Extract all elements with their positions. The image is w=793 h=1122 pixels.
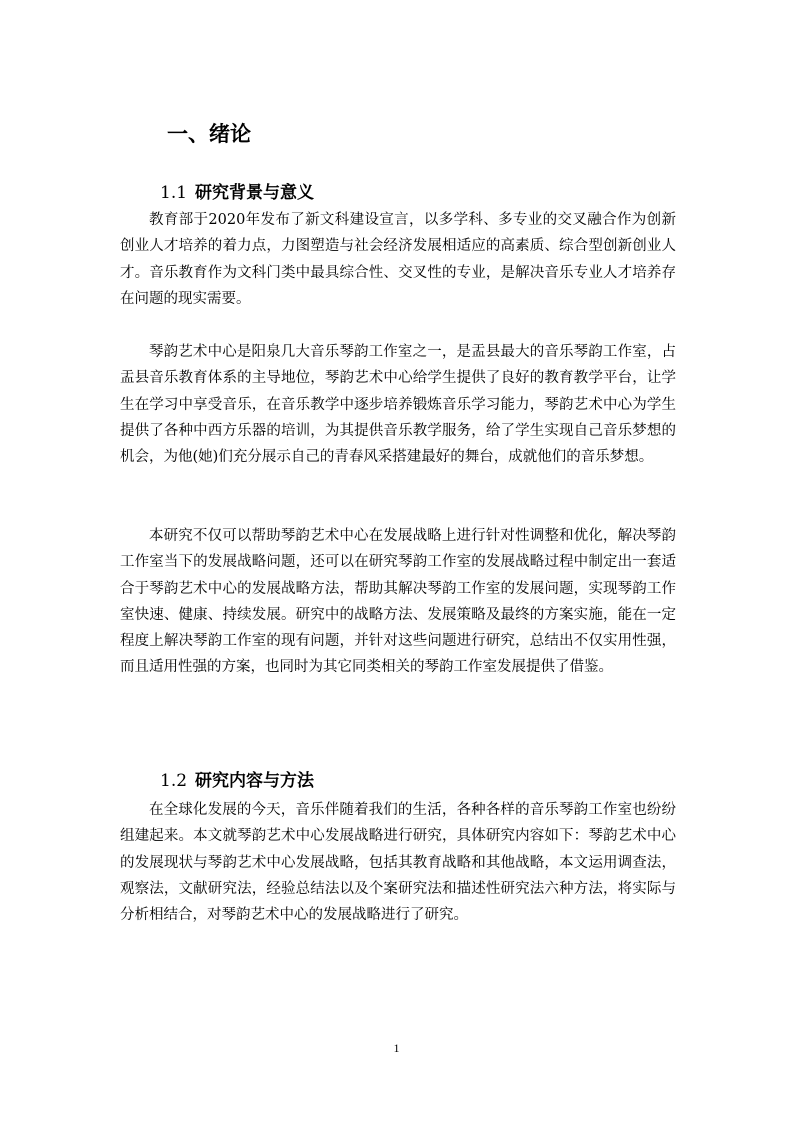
paragraph: 本研究不仅可以帮助琴韵艺术中心在发展战略上进行针对性调整和优化，解决琴韵工作室当下的发展战略问题，还可以在研究琴韵工作室的发展战略过程中制定出一套适合于琴韵艺术中心的发展战略方法，帮助其解决琴韵工作室的发展问题，实现琴韵工作室快速、健康、持续发展。研究中的战略方法、发展策略及最终的方案实施，能在一定程度上解决琴韵工作室的现有问题，并针对这些问题进行研究，总结出不仅实用性强，而且适用性强的方案，也同时为其它同类相关的琴韵工作室发展提供了借鉴。 bbox=[120, 528, 676, 676]
section-number: 1.1 bbox=[160, 183, 188, 203]
section-number: 1.2 bbox=[160, 771, 188, 791]
page-number: 1 bbox=[393, 1041, 400, 1055]
section-heading-1-1 bbox=[160, 178, 314, 203]
chapter-title: 一、绪论 bbox=[167, 122, 251, 146]
paragraph: 琴韵艺术中心是阳泉几大音乐琴韵工作室之一，是盂县最大的音乐琴韵工作室，占盂县音乐教育体系的主导地位，琴韵艺术中心给学生提供了良好的教育教学平台，让学生在学习中享受音乐，在音乐教学中逐步培养锻炼音乐学习能力，琴韵艺术中心为学生提供了各种中西方乐器的培训，为其提供音乐教学服务，给了学生实现自己音乐梦想的机会，为他(她)们充分展示自己的青春风采搭建最好的舞台，成就他们的音乐梦想。 bbox=[120, 344, 676, 466]
section-title: 研究内容与方法 bbox=[195, 771, 315, 791]
paragraph: 教育部于2020年发布了新文科建设宣言，以多学科、多专业的交叉融合作为创新创业人才培养的着力点，力图塑造与社会经济发展相适应的高素质、综合型创新创业人才。音乐教育作为文科门类中最具综合性、交叉性的专业，是解决音乐专业人才培养存在问题的现实需要。 bbox=[120, 212, 676, 307]
paragraph: 在全球化发展的今天，音乐伴随着我们的生活，各种各样的音乐琴韵工作室也纷纷组建起来。本文就琴韵艺术中心发展战略进行研究，具体研究内容如下：琴韵艺术中心的发展现状与琴韵艺术中心发展战略，包括其教育战略和其他战略，本文运用调查法，观察法，文献研究法，经验总结法以及个案研究法和描述性研究法六种方法，将实际与分析相结合，对琴韵艺术中心的发展战略进行了研究。 bbox=[120, 802, 676, 924]
section-title: 研究背景与意义 bbox=[195, 183, 315, 203]
section-heading-1-2 bbox=[160, 766, 314, 791]
